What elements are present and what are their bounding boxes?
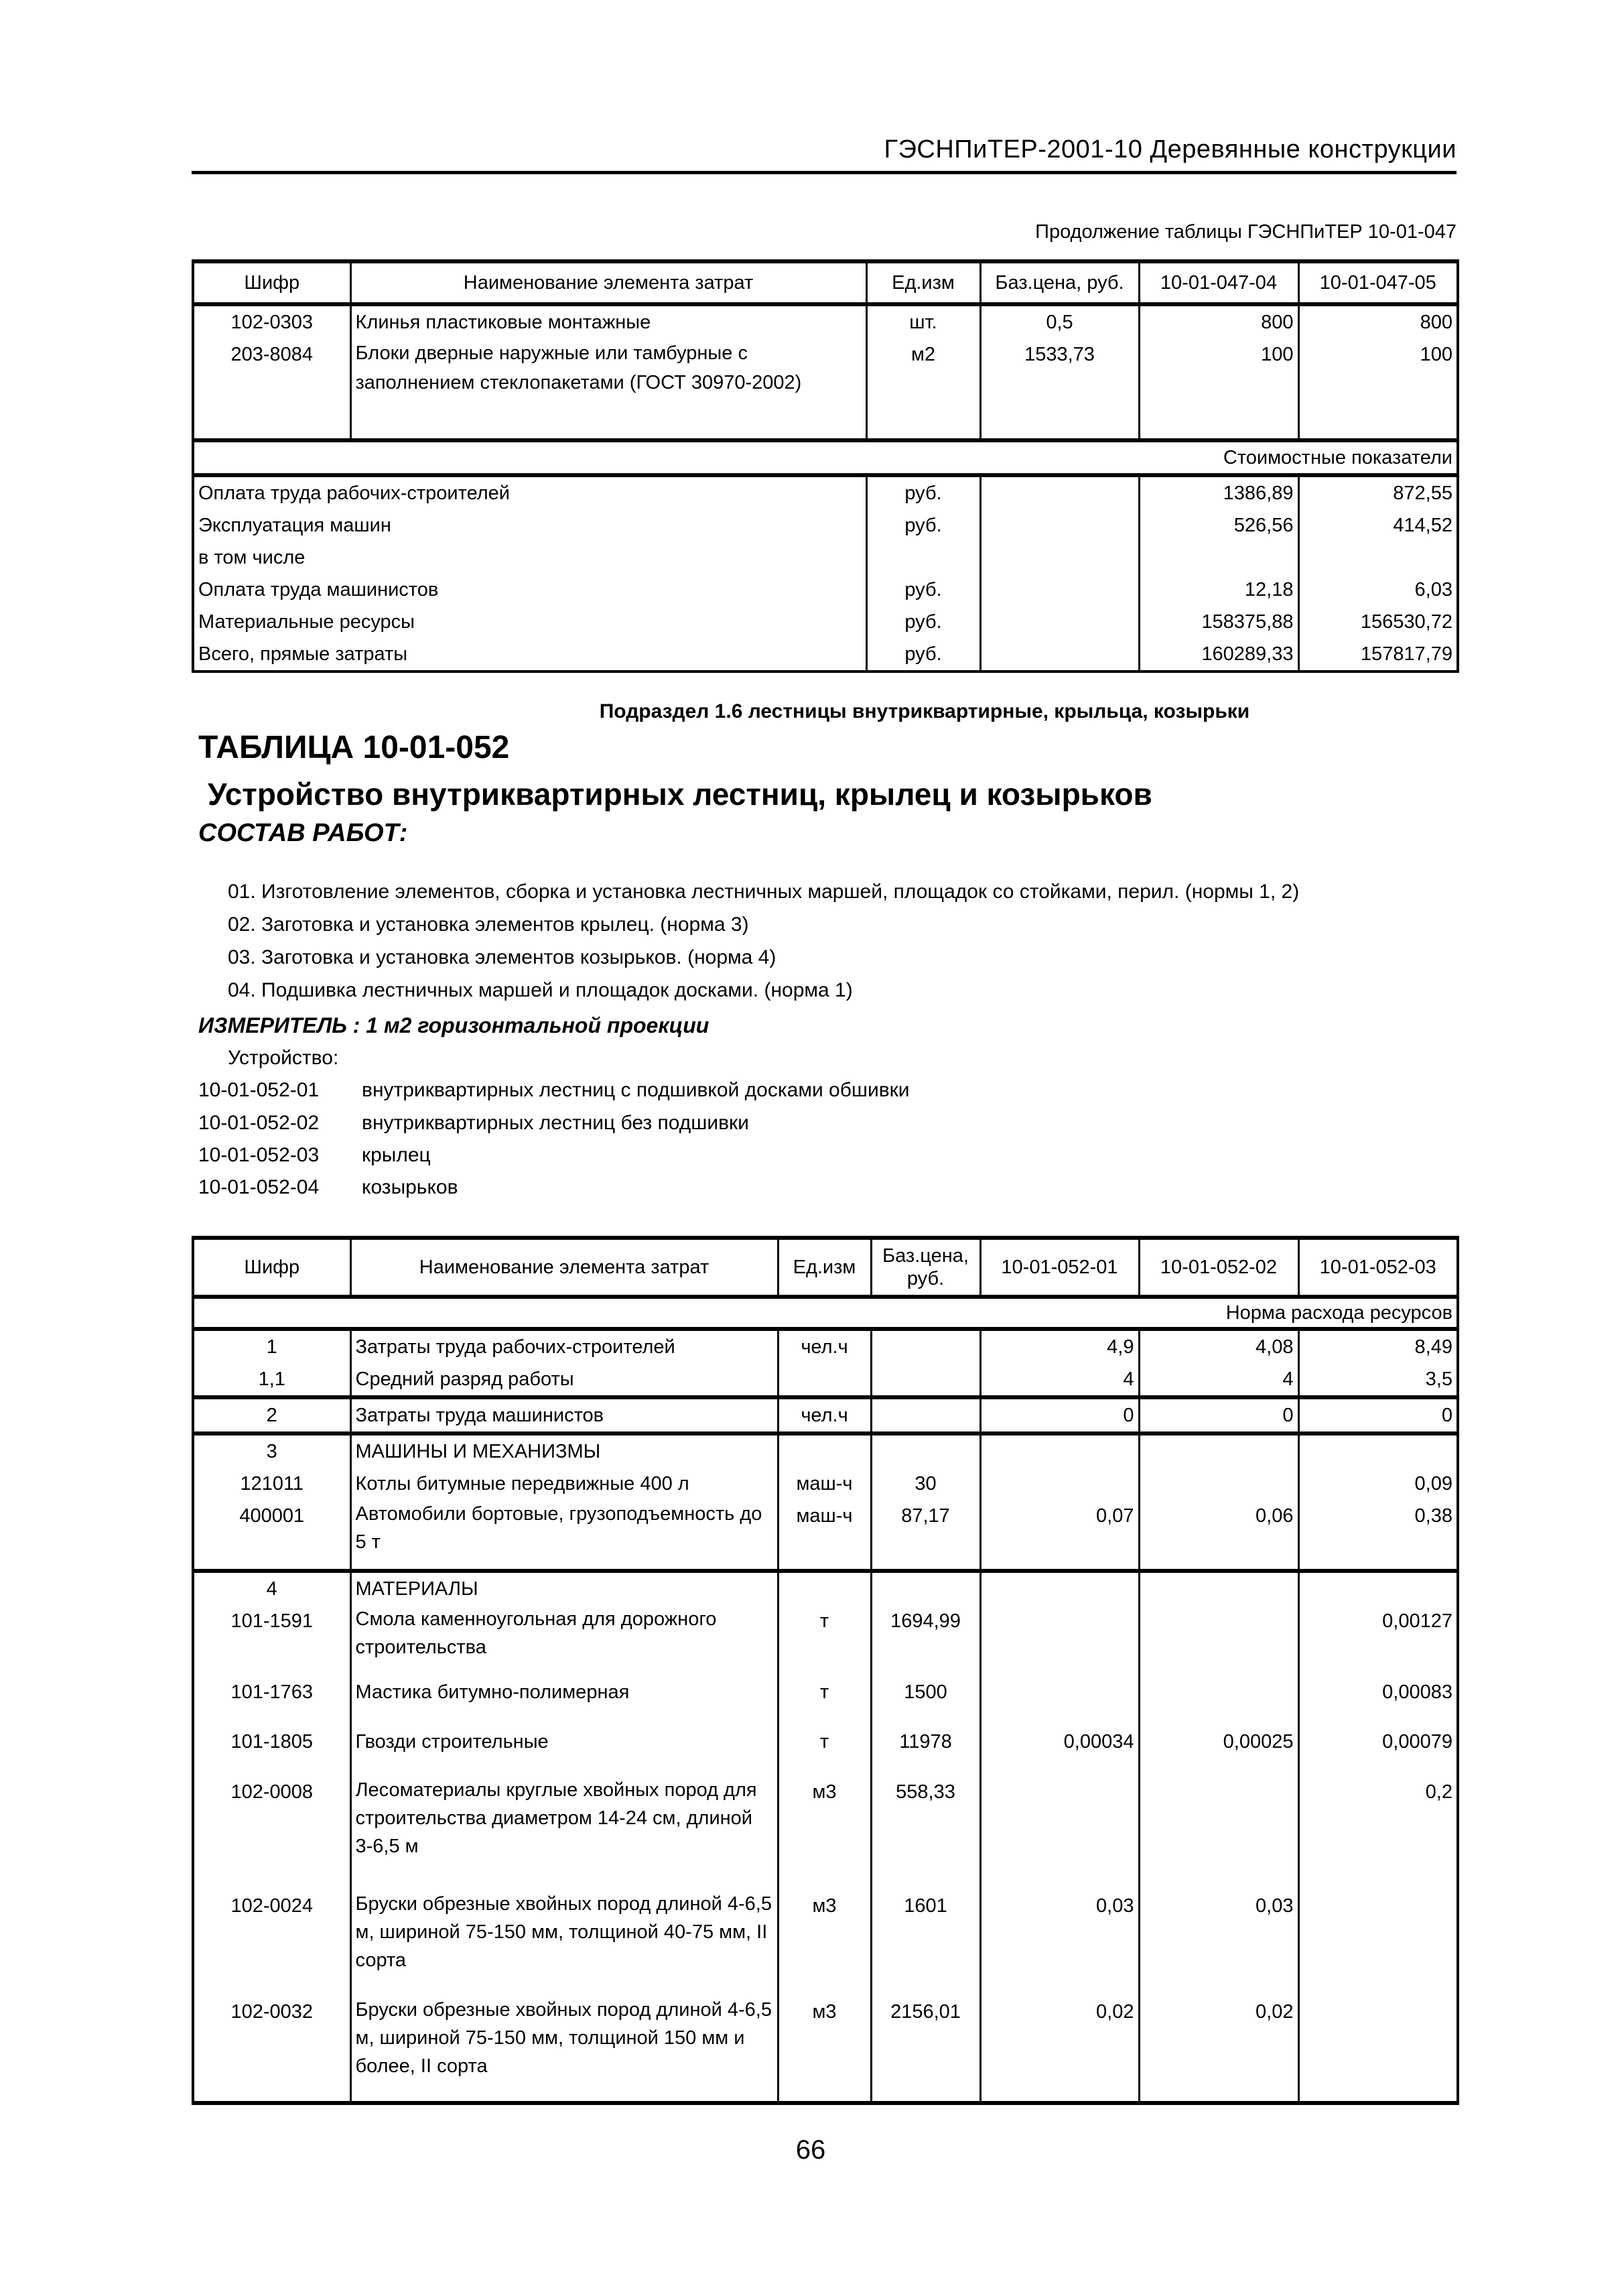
cell-price: 1533,73 [980,338,1139,440]
cell-code: 1,1 [193,1363,350,1397]
cell-unit: шт. [866,304,980,338]
col-header-price: Баз.цена, руб. [980,261,1139,304]
cell-value: 0,00127 [1298,1605,1458,1676]
cell-price [871,1363,980,1397]
cell-value: 0,09 [1298,1468,1458,1500]
cell-value: 800 [1298,304,1458,338]
works-label: СОСТАВ РАБОТ: [198,819,408,847]
col-header-unit: Ед.изм [778,1238,871,1297]
cell-code: 1 [193,1329,350,1363]
table-header-row [193,261,1458,304]
cell-code: 102-0024 [193,1890,350,1996]
cell-unit: м3 [778,1890,871,1996]
cell-code: 101-1763 [193,1676,350,1726]
cell-value [1139,1676,1298,1726]
cell-price: 87,17 [871,1500,980,1571]
cell-unit: маш-ч [778,1500,871,1571]
section-heading: Устройство внутриквартирных лестниц, крылец и козырьков [208,777,1152,812]
cost-unit: руб. [866,574,980,606]
cell-name: Котлы битумные передвижные 400 л [350,1468,778,1500]
cell-unit: т [778,1726,871,1776]
table-row [193,1363,1458,1397]
cell-value: 100 [1139,338,1298,440]
cell-name: Гвозди строительные [350,1726,778,1776]
cost-name: Материальные ресурсы [193,606,866,638]
col-header-variant-03: 10-01-052-03 [1298,1238,1458,1297]
cell-value: 0,06 [1139,1500,1298,1571]
cell-value: 0 [1298,1397,1458,1433]
table-row [193,1605,1458,1676]
cell-name: Средний разряд работы [350,1363,778,1397]
table-row [193,1468,1458,1500]
cell-value [980,1605,1139,1676]
cost-value: 160289,33 [1139,638,1298,672]
cell-price: 1601 [871,1890,980,1996]
cell-value [1139,1433,1298,1468]
cell-price: 11978 [871,1726,980,1776]
cell-value [980,1776,1139,1890]
cell-value [1298,1996,1458,2103]
header-rule [192,171,1457,174]
cell-value: 0,02 [980,1996,1139,2103]
work-item: 04. Подшивка лестничных маршей и площадок досками. (норма 1) [228,979,853,1001]
table-row [193,1676,1458,1726]
cell-name: Смола каменноугольная для дорожного строительства [350,1605,778,1676]
cell-unit [778,1433,871,1468]
cell-price: 30 [871,1468,980,1500]
norm-code: 10-01-052-02 [198,1112,320,1134]
table-row [193,304,1458,338]
cell-unit: т [778,1676,871,1726]
norm-desc: внутриквартирных лестниц с подшивкой досками обшивки [362,1079,910,1101]
cell-value: 0,38 [1298,1500,1458,1571]
table-row [193,1726,1458,1776]
cell-value: 0,00083 [1298,1676,1458,1726]
cell-name: Автомобили бортовые, грузоподъемность до 5 т [350,1500,778,1571]
cell-value: 800 [1139,304,1298,338]
cell-unit: чел.ч [778,1397,871,1433]
cell-value [980,1571,1139,1605]
col-header-variant-02: 10-01-052-02 [1139,1238,1298,1297]
cell-unit: м2 [866,338,980,440]
table-row [193,1500,1458,1571]
cell-name: Затраты труда рабочих-строителей [350,1329,778,1363]
table-row [193,1397,1458,1433]
cell-name: Бруски обрезные хвойных пород длиной 4-6,5 м, шириной 75-150 мм, толщиной 150 мм и более, II сорта [350,1996,778,2103]
table-header-row [193,1238,1458,1297]
cell-value [1298,1571,1458,1605]
cell-value: 0 [1139,1397,1298,1433]
cell-unit: м3 [778,1776,871,1890]
table-row [193,1996,1458,2103]
cell-value: 0,03 [980,1890,1139,1996]
cost-value: 12,18 [1139,574,1298,606]
table-row [193,338,1458,440]
cell-value: 4,08 [1139,1329,1298,1363]
cell-value: 0,00079 [1298,1726,1458,1776]
continuation-caption: Продолжение таблицы ГЭСНПиТЕР 10-01-047 [1035,221,1457,243]
cost-value: 156530,72 [1298,606,1458,638]
cell-value: 4,9 [980,1329,1139,1363]
cell-value: 0,03 [1139,1890,1298,1996]
cell-price: 0,5 [980,304,1139,338]
cell-unit [778,1363,871,1397]
device-label: Устройство: [228,1047,339,1069]
section-label: Стоимостные показатели [193,440,1458,475]
col-header-unit: Ед.изм [866,261,980,304]
norm-desc: козырьков [362,1176,458,1198]
cost-unit: руб. [866,509,980,541]
cell-value: 0 [980,1397,1139,1433]
table-row [193,1890,1458,1996]
cost-value: 1386,89 [1139,475,1298,509]
cell-value: 0,02 [1139,1996,1298,2103]
cell-code: 3 [193,1433,350,1468]
col-header-variant-05: 10-01-047-05 [1298,261,1458,304]
cell-value [1139,1571,1298,1605]
cell-name: Затраты труда машинистов [350,1397,778,1433]
cell-value: 100 [1298,338,1458,440]
cell-price: 1500 [871,1676,980,1726]
cost-value: 158375,88 [1139,606,1298,638]
cell-name: Клинья пластиковые монтажные [350,304,866,338]
table-title: ТАБЛИЦА 10-01-052 [198,730,510,765]
cell-code: 121011 [193,1468,350,1500]
norm-code: 10-01-052-04 [198,1176,320,1198]
cell-unit: чел.ч [778,1329,871,1363]
page-number: 66 [795,2135,826,2165]
col-header-code: Шифр [193,261,350,304]
section-label: Норма расхода ресурсов [193,1297,1458,1329]
cell-code: 101-1591 [193,1605,350,1676]
running-header: ГЭСНПиТЕР-2001-10 Деревянные конструкции [884,135,1457,164]
col-header-code: Шифр [193,1238,350,1297]
cost-value: 414,52 [1298,509,1458,541]
cost-price [980,574,1139,606]
cell-price: 2156,01 [871,1996,980,2103]
cost-row [193,475,1458,509]
cell-value: 0,2 [1298,1776,1458,1890]
cell-value [980,1468,1139,1500]
cell-value: 8,49 [1298,1329,1458,1363]
work-item: 03. Заготовка и установка элементов козырьков. (норма 4) [228,946,776,968]
col-header-price: Баз.цена, руб. [871,1238,980,1297]
cost-unit: руб. [866,475,980,509]
cost-name: Всего, прямые затраты [193,638,866,672]
cell-price [871,1329,980,1363]
cell-unit: м3 [778,1996,871,2103]
cost-unit: руб. [866,638,980,672]
cost-unit: руб. [866,606,980,638]
cell-code: 102-0008 [193,1776,350,1890]
section-row [193,1297,1458,1329]
cell-code: 4 [193,1571,350,1605]
table-row [193,1776,1458,1890]
cell-price [871,1433,980,1468]
cell-price [871,1397,980,1433]
cell-price [871,1571,980,1605]
cell-value: 0,00025 [1139,1726,1298,1776]
cell-value [1298,1890,1458,1996]
group-row [193,1571,1458,1605]
group-row [193,1433,1458,1468]
cost-value: 872,55 [1298,475,1458,509]
cell-value: 4 [1139,1363,1298,1397]
cell-name: Бруски обрезные хвойных пород длиной 4-6,5 м, шириной 75-150 мм, толщиной 40-75 мм, II сорта [350,1890,778,1996]
norm-code: 10-01-052-03 [198,1144,320,1166]
cost-name: в том числе [193,541,866,574]
cost-price [980,475,1139,509]
table-row [193,1329,1458,1363]
group-name: МАШИНЫ И МЕХАНИЗМЫ [350,1433,778,1468]
cost-row [193,509,1458,541]
cell-code: 102-0032 [193,1996,350,2103]
cell-code: 400001 [193,1500,350,1571]
norm-code: 10-01-052-01 [198,1079,320,1101]
cell-value: 3,5 [1298,1363,1458,1397]
cell-value [1298,1433,1458,1468]
cell-value [980,1433,1139,1468]
cell-value: 0,00034 [980,1726,1139,1776]
cost-row [193,606,1458,638]
cell-code: 203-8084 [193,338,350,440]
cost-row [193,638,1458,672]
cost-price [980,606,1139,638]
cost-name: Оплата труда машинистов [193,574,866,606]
cost-row [193,574,1458,606]
cell-value [980,1676,1139,1726]
cost-value [1298,541,1458,574]
cost-table-10-01-047 [192,259,1459,673]
cost-price [980,541,1139,574]
cost-price [980,638,1139,672]
group-name: МАТЕРИАЛЫ [350,1571,778,1605]
cost-value: 6,03 [1298,574,1458,606]
cost-unit [866,541,980,574]
cell-name: Блоки дверные наружные или тамбурные с заполнением стеклопакетами (ГОСТ 30970-2002) [350,338,866,440]
cost-price [980,509,1139,541]
subsection-title: Подраздел 1.6 лестницы внутриквартирные, крыльца, козырьки [599,700,1250,722]
col-header-name: Наименование элемента затрат [350,1238,778,1297]
work-item: 02. Заготовка и установка элементов крылец. (норма 3) [228,913,749,936]
cell-value [1139,1605,1298,1676]
resource-table-10-01-052 [192,1236,1459,2105]
cell-unit [778,1571,871,1605]
cell-unit: т [778,1605,871,1676]
norm-desc: внутриквартирных лестниц без подшивки [362,1112,749,1134]
cell-code: 101-1805 [193,1726,350,1776]
cost-value: 157817,79 [1298,638,1458,672]
cell-code: 2 [193,1397,350,1433]
cell-value: 4 [980,1363,1139,1397]
cell-value: 0,07 [980,1500,1139,1571]
cell-unit: маш-ч [778,1468,871,1500]
section-row [193,440,1458,475]
work-item: 01. Изготовление элементов, сборка и установка лестничных маршей, площадок со стойками, перил. (нормы 1, 2) [228,881,1300,903]
norm-desc: крылец [362,1144,431,1166]
cell-value [1139,1468,1298,1500]
col-header-variant-01: 10-01-052-01 [980,1238,1139,1297]
col-header-variant-04: 10-01-047-04 [1139,261,1298,304]
cell-name: Лесоматериалы круглые хвойных пород для строительства диаметром 14-24 см, длиной 3-6,5 м [350,1776,778,1890]
cost-row [193,541,1458,574]
cost-value: 526,56 [1139,509,1298,541]
cell-price: 1694,99 [871,1605,980,1676]
col-header-name: Наименование элемента затрат [350,261,866,304]
cost-name: Эксплуатация машин [193,509,866,541]
cost-value [1139,541,1298,574]
cell-value [1139,1776,1298,1890]
cost-name: Оплата труда рабочих-строителей [193,475,866,509]
measure-unit: ИЗМЕРИТЕЛЬ : 1 м2 горизонтальной проекции [198,1013,709,1037]
cell-name: Мастика битумно-полимерная [350,1676,778,1726]
cell-price: 558,33 [871,1776,980,1890]
cell-code: 102-0303 [193,304,350,338]
